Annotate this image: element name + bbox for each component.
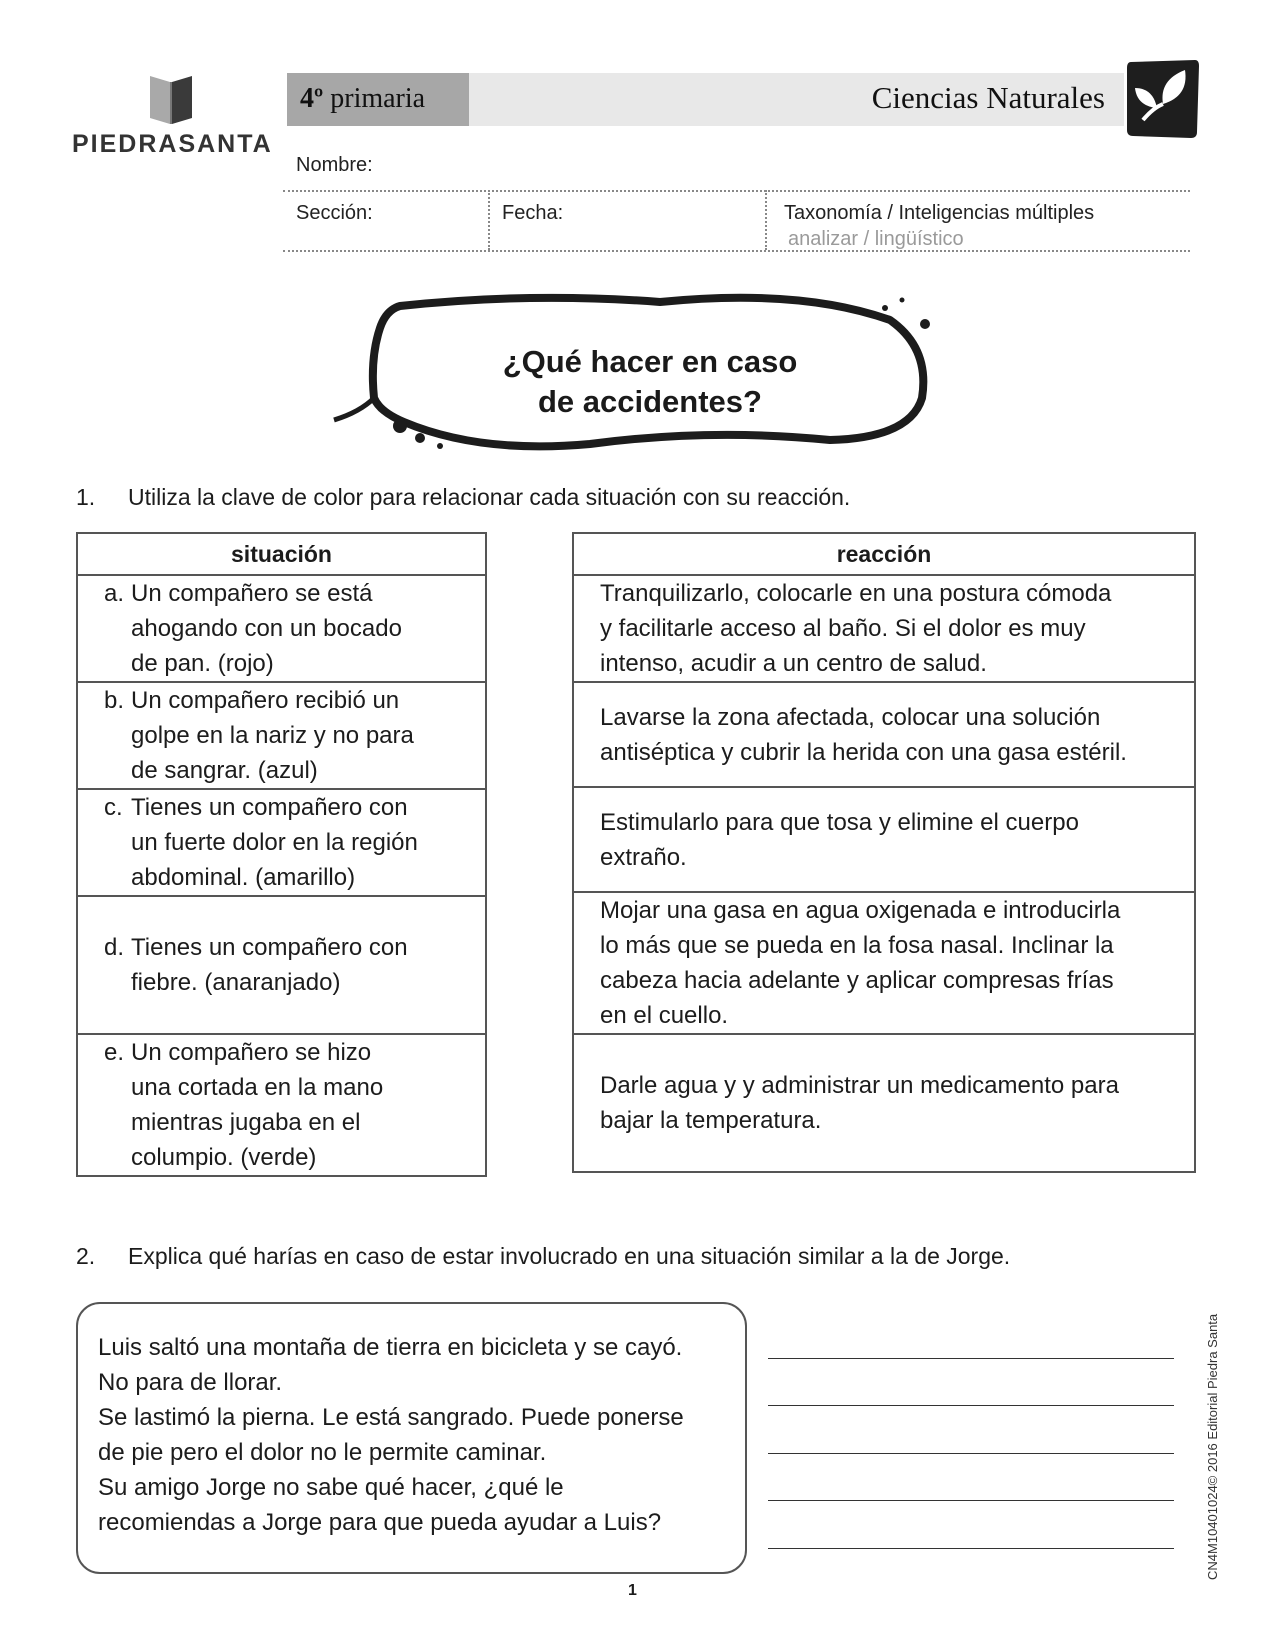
- situacion-line: Un compañero recibió un: [131, 687, 400, 714]
- situacion-table: [76, 532, 487, 1177]
- situacion-line: columpio. (verde): [131, 1144, 317, 1171]
- reaccion-3[interactable]: [573, 787, 1195, 892]
- reaccion-line: Lavarse la zona afectada, colocar una solución: [600, 703, 1101, 731]
- situacion-letter: b.: [104, 687, 125, 714]
- situacion-line: Un compañero se está: [131, 580, 373, 607]
- situacion-e[interactable]: [77, 1034, 486, 1176]
- situacion-line: ahogando con un bocado: [131, 615, 402, 642]
- title-line-1: ¿Qué hacer en caso: [502, 344, 798, 379]
- story-line: Su amigo Jorge no sabe qué hacer, ¿qué le: [98, 1474, 564, 1501]
- situacion-line: de sangrar. (azul): [131, 757, 318, 784]
- reaccion-line: Tranquilizarlo, colocarle en una postura cómoda: [600, 580, 1112, 607]
- situacion-letter: d.: [104, 934, 125, 961]
- question-1-number: 1.: [76, 484, 96, 510]
- copyright-note: CN4M10401024© 2016 Editorial Piedra Santa: [1205, 1313, 1220, 1580]
- situacion-b[interactable]: [77, 682, 486, 789]
- divider: [283, 190, 1190, 192]
- story-line: recomiendas a Jorge para que pueda ayudar a Luis?: [98, 1509, 662, 1536]
- reaccion-line: antiséptica y cubrir la herida con una gasa estéril.: [600, 738, 1127, 766]
- question-1-text: Utiliza la clave de color para relacionar cada situación con su reacción.: [128, 484, 851, 510]
- grade-number: 4º: [300, 83, 324, 114]
- situacion-a[interactable]: [77, 575, 486, 682]
- situacion-line: Tienes un compañero con: [131, 794, 408, 821]
- divider: [488, 190, 490, 250]
- subject-title: Ciencias Naturales: [871, 80, 1105, 115]
- story-line: de pie pero el dolor no le permite caminar.: [98, 1439, 547, 1466]
- reaccion-line: intenso, acudir a un centro de salud.: [600, 650, 987, 677]
- page-number: 1: [628, 1582, 637, 1599]
- situacion-line: una cortada en la mano: [131, 1074, 384, 1101]
- reaccion-line: Estimularlo para que tosa y elimine el cuerpo: [600, 808, 1079, 836]
- reaccion-5[interactable]: [573, 1034, 1195, 1172]
- grade-label: [300, 83, 425, 115]
- situacion-header: situación: [77, 533, 486, 575]
- answer-line[interactable]: [768, 1358, 1174, 1359]
- divider: [765, 190, 767, 250]
- nombre-label: Nombre:: [296, 154, 373, 176]
- reaccion-line: cabeza hacia adelante y aplicar compresas frías: [600, 967, 1114, 994]
- situacion-line: fiebre. (anaranjado): [131, 969, 341, 996]
- situacion-line: mientras jugaba en el: [131, 1109, 361, 1136]
- reaccion-line: en el cuello.: [600, 1002, 729, 1029]
- answer-line[interactable]: [768, 1453, 1174, 1454]
- situacion-line: abdominal. (amarillo): [131, 864, 356, 891]
- situacion-line: Un compañero se hizo: [131, 1039, 372, 1066]
- story-line: Se lastimó la pierna. Le está sangrado. Puede ponerse: [98, 1404, 684, 1431]
- grade-word: primaria: [330, 83, 426, 114]
- situacion-line: un fuerte dolor en la región: [131, 829, 418, 856]
- situacion-line: golpe en la nariz y no para: [131, 722, 414, 749]
- title-line-2: de accidentes?: [538, 384, 762, 419]
- taxonomia-value: analizar / lingüístico: [788, 228, 964, 250]
- reaccion-line: extraño.: [600, 843, 687, 871]
- answer-line[interactable]: [768, 1548, 1174, 1549]
- question-2-number: 2.: [76, 1243, 96, 1269]
- situacion-line: de pan. (rojo): [131, 650, 274, 677]
- situacion-letter: c.: [104, 794, 123, 821]
- situacion-d[interactable]: [77, 896, 486, 1034]
- reaccion-line: Mojar una gasa en agua oxigenada e introducirla: [600, 897, 1121, 924]
- fecha-label: Fecha:: [502, 202, 564, 224]
- seccion-label: Sección:: [296, 202, 373, 224]
- reaccion-line: lo más que se pueda en la fosa nasal. Inclinar la: [600, 932, 1114, 959]
- answer-line[interactable]: [768, 1405, 1174, 1406]
- book-logo-icon: [146, 74, 196, 126]
- reaccion-line: y facilitarle acceso al baño. Si el dolor es muy: [600, 615, 1086, 642]
- story-line: Luis saltó una montaña de tierra en bicicleta y se cayó.: [98, 1334, 683, 1361]
- situacion-c[interactable]: [77, 789, 486, 896]
- story-line: No para de llorar.: [98, 1369, 283, 1396]
- situacion-letter: e.: [104, 1039, 125, 1066]
- reaccion-table: [572, 532, 1196, 1173]
- brand-name: PIEDRASANTA: [72, 130, 273, 158]
- reaccion-line: Darle agua y y administrar un medicamento para: [600, 1072, 1119, 1099]
- reaccion-header: reacción: [573, 533, 1195, 575]
- situacion-letter: a.: [104, 580, 125, 607]
- reaccion-1[interactable]: [573, 575, 1195, 682]
- page-title: [470, 342, 830, 422]
- situacion-line: Tienes un compañero con: [131, 934, 408, 961]
- reaccion-4[interactable]: [573, 892, 1195, 1034]
- reaccion-2[interactable]: [573, 682, 1195, 787]
- answer-line[interactable]: [768, 1500, 1174, 1501]
- reaccion-line: bajar la temperatura.: [600, 1107, 822, 1134]
- taxonomia-label: Taxonomía / Inteligencias múltiples: [784, 202, 1095, 224]
- question-2-text: Explica qué harías en caso de estar involucrado en una situación similar a la de Jorge.: [128, 1243, 1011, 1269]
- divider: [283, 250, 1190, 252]
- leaf-icon: [1123, 58, 1201, 140]
